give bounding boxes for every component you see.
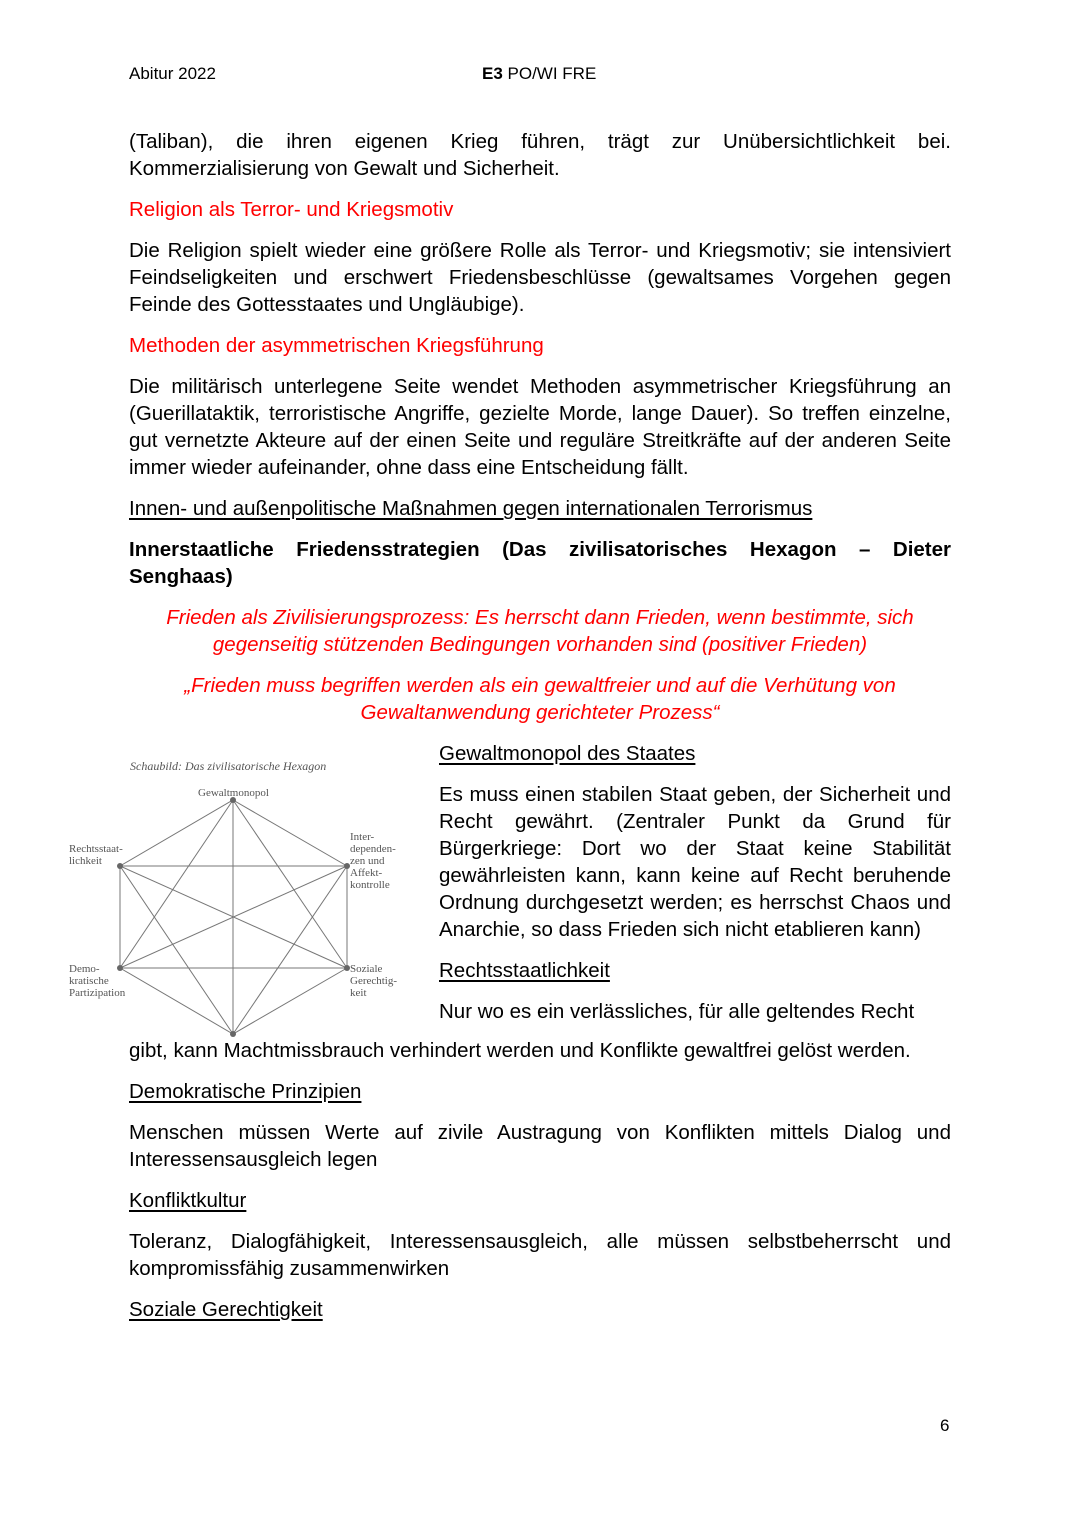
header-center-bold: E3	[482, 64, 503, 83]
label-upper-left-2: lichkeit	[69, 855, 102, 867]
document-body	[69, 128, 951, 1337]
label-top: Gewaltmonopol	[198, 787, 269, 799]
demokratie-paragraph: Menschen müssen Werte auf zivile Austragung von Konflikten mittels Dialog und Interessensausgleich legen	[129, 1121, 951, 1171]
rechtsstaat-paragraph-part1: Nur wo es ein verlässliches, für alle geltendes Recht	[439, 1000, 915, 1023]
quote-senghaas: „Frieden muss begriffen werden als ein gewaltfreier und auf die Verhütung von Gewaltanwendung gerichteter Prozess“	[184, 674, 896, 724]
label-lower-left-3: Partizipation	[69, 987, 126, 999]
label-lower-right-3: keit	[350, 987, 367, 999]
label-upper-left-1: Rechtsstaat-	[69, 843, 123, 855]
page-number: 6	[940, 1416, 950, 1435]
label-upper-right-4: Affekt-	[350, 867, 383, 879]
label-lower-right-2: Gerechtig-	[350, 975, 398, 987]
asymmetric-heading: Methoden der asymmetrischen Kriegsführung	[129, 334, 544, 357]
sozial-heading: Soziale Gerechtigkeit	[129, 1298, 323, 1321]
gewaltmonopol-column	[439, 740, 951, 1025]
konflikt-paragraph: Toleranz, Dialogfähigkeit, Interessensausgleich, alle müssen selbstbeherrscht und kompromissfähig zusammenwirken	[129, 1230, 951, 1280]
label-upper-right-1: Inter-	[350, 831, 375, 843]
node-rechtsstaatlichkeit	[117, 863, 123, 869]
hexagon-caption: Schaubild: Das zivilisatorische Hexagon	[130, 759, 327, 773]
religion-paragraph: Die Religion spielt wieder eine größere Rolle als Terror- und Kriegsmotiv; sie intensiviert Feindseligkeiten und erschwert Friedensbeschlüsse (gewaltsames Vorgehen gegen Feinde des Gottesstaates und Ungläubige).	[129, 239, 951, 316]
label-lower-left-1: Demo-	[69, 963, 100, 975]
rechtsstaat-paragraph-part2: gibt, kann Machtmissbrauch verhindert werden und Konflikte gewaltfrei gelöst werden.	[129, 1039, 911, 1062]
religion-heading: Religion als Terror- und Kriegsmotiv	[129, 198, 454, 221]
header-left: Abitur 2022	[129, 64, 216, 83]
hexagon-section	[69, 740, 951, 1040]
hexagon-diagram	[65, 748, 405, 1038]
gewaltmonopol-heading: Gewaltmonopol des Staates	[439, 742, 696, 765]
rechtsstaat-heading: Rechtsstaatlichkeit	[439, 959, 610, 982]
strategies-heading: Innerstaatliche Friedensstrategien (Das zivilisatorisches Hexagon – Dieter Senghaas)	[129, 538, 951, 588]
quote-zivilisierungsprozess: Frieden als Zivilisierungsprozess: Es herrscht dann Frieden, wenn bestimmte, sich gegenseitig stützenden Bedingungen vorhanden sind (positiver Frieden)	[166, 606, 914, 656]
konflikt-heading: Konfliktkultur	[129, 1189, 247, 1212]
intro-paragraph: (Taliban), die ihren eigenen Krieg führen, trägt zur Unübersichtlichkeit bei. Kommerzialisierung von Gewalt und Sicherheit.	[129, 130, 951, 180]
gewaltmonopol-paragraph: Es muss einen stabilen Staat geben, der Sicherheit und Recht gewährt. (Zentraler Punkt da Grund für Bürgerkriege: Dort wo der Staat keine Stabilität gewährleisten kann, kann keine auf Recht beruhende Ordnung durchgesetzt werden; es herrschst Chaos und Anarchie, so dass Frieden sich nicht etablieren kann)	[439, 783, 951, 941]
page-header	[129, 64, 951, 90]
node-demokratische-partizipation	[117, 965, 123, 971]
demokratie-heading: Demokratische Prinzipien	[129, 1080, 362, 1103]
label-lower-left-2: kratische	[69, 975, 109, 987]
label-upper-right-5: kontrolle	[350, 879, 390, 891]
hexagon-lines	[120, 800, 347, 1034]
measures-heading: Innen- und außenpolitische Maßnahmen gegen internationalen Terrorismus	[129, 497, 813, 520]
header-center	[482, 64, 596, 84]
asymmetric-paragraph: Die militärisch unterlegene Seite wendet Methoden asymmetrischer Kriegsführung an (Guerillataktik, terroristische Angriffe, gezielte Morde, lange Dauer). So treffen einzelne, gut vernetzte Akteure auf der einen Seite und reguläre Streitkräfte auf der anderen Seite immer wieder aufeinander, ohne dass eine Entscheidung fällt.	[129, 375, 951, 479]
label-upper-right-3: zen und	[350, 855, 385, 867]
node-konfliktkultur	[230, 1031, 236, 1037]
label-lower-right-1: Soziale	[350, 963, 383, 975]
header-center-rest: PO/WI FRE	[502, 64, 597, 83]
label-upper-right-2: dependen-	[350, 843, 396, 855]
